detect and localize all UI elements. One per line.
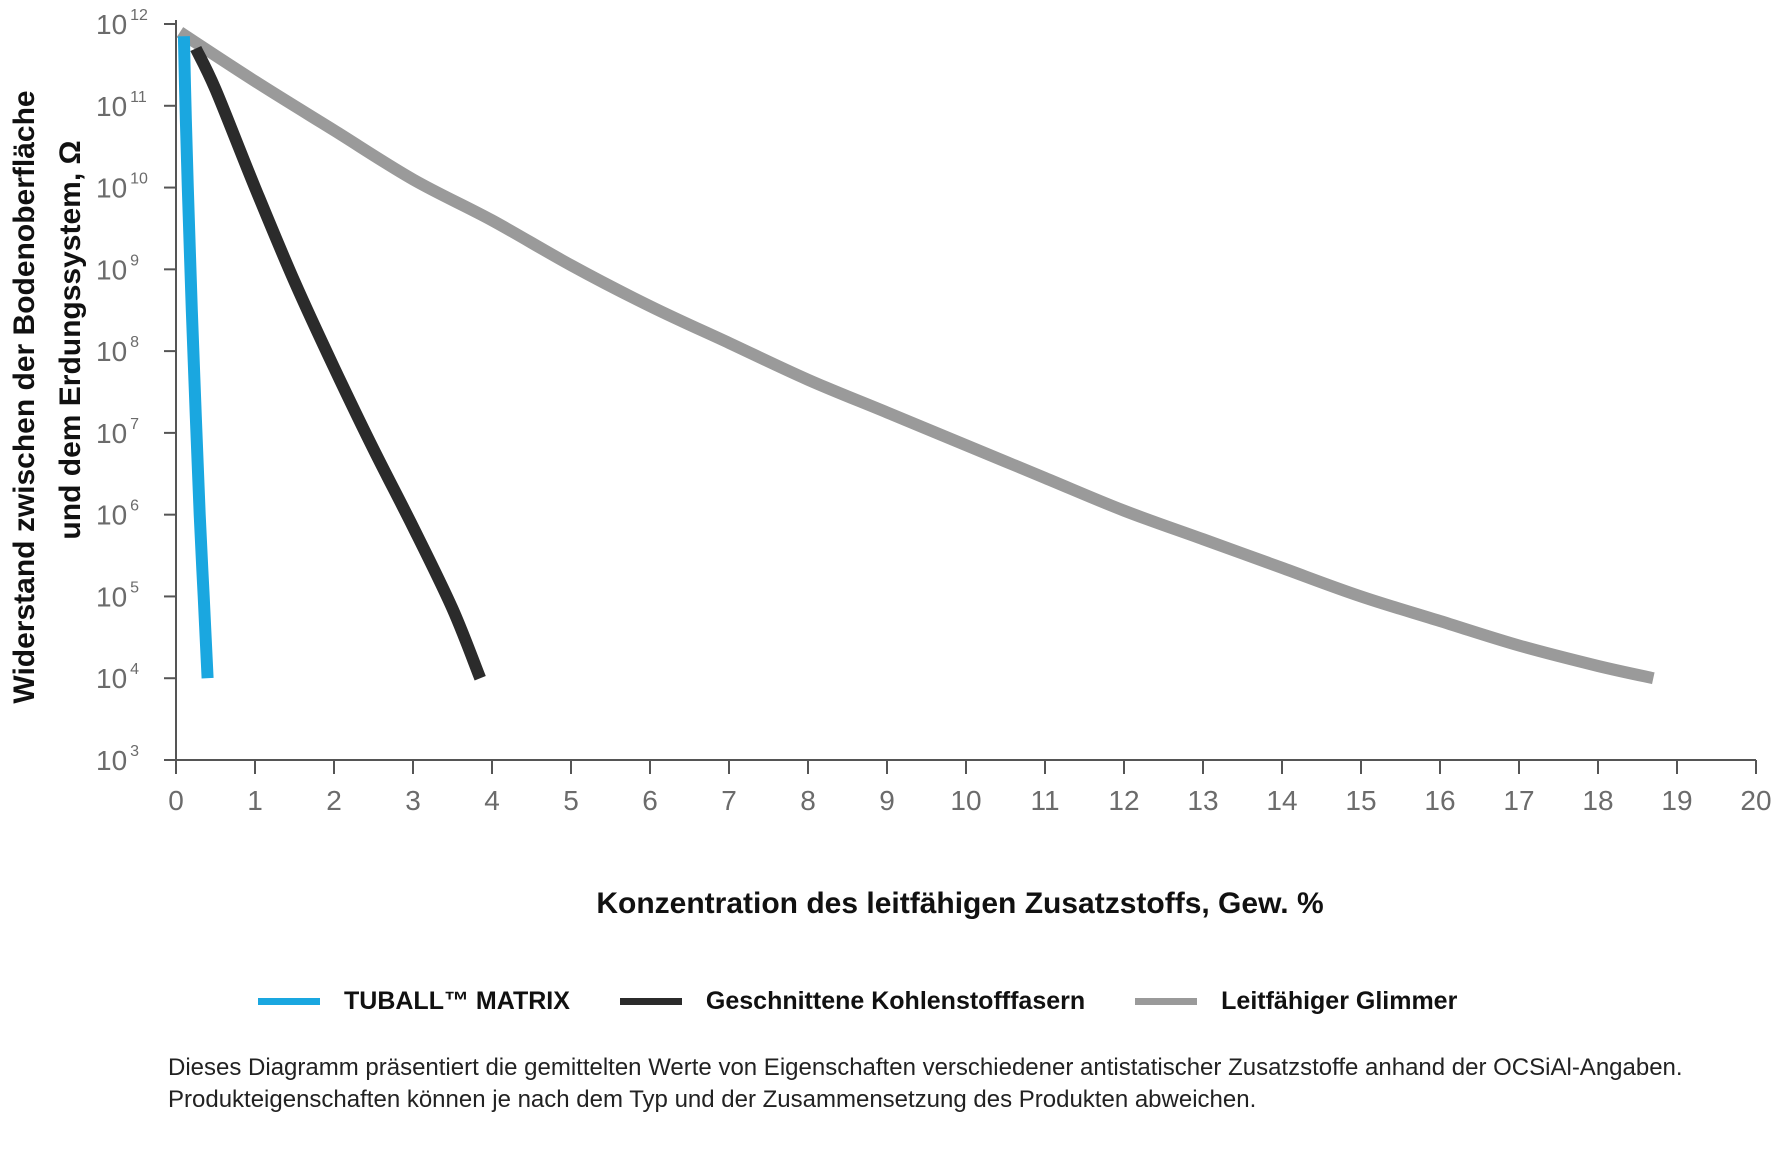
x-tick-label: 14 — [1266, 785, 1298, 816]
legend-label-carbon-fibers: Geschnittene Kohlenstofffasern — [705, 986, 1086, 1015]
y-axis-title-line-1: Widerstand zwischen der Bodenoberfläche — [8, 90, 41, 704]
x-tick-labels — [168, 785, 1771, 816]
x-tick-label: 18 — [1582, 785, 1614, 816]
x-tick-label: 11 — [1030, 785, 1060, 816]
y-tick-label: 10 $^8$ — [96, 334, 140, 368]
legend-swatch-mica — [1135, 998, 1197, 1005]
x-tick-label: 10 — [950, 785, 982, 816]
series-line-mica — [180, 32, 1653, 678]
y-tick-label: 10 $^7$ — [96, 415, 140, 449]
y-tick-label: 10 $^9$ — [96, 252, 140, 286]
y-tick-labels — [96, 7, 148, 776]
x-tick-label: 2 — [326, 785, 342, 816]
y-axis-title — [8, 90, 87, 703]
x-tick-label: 6 — [642, 785, 658, 816]
series-lines — [180, 32, 1653, 678]
y-tick-label: 10 $^4$ — [96, 661, 140, 695]
legend-label-tuball: TUBALL™ MATRIX — [344, 986, 570, 1015]
y-tick-label: 10 $^{11}$ — [96, 88, 147, 122]
x-tick-label: 15 — [1345, 785, 1377, 816]
x-tick-label: 7 — [721, 785, 737, 816]
legend-swatch-carbon-fibers — [620, 998, 682, 1005]
y-tick-label: 10 $^6$ — [96, 497, 140, 531]
y-axis-title-line-2: und dem Erdungssystem, Ω — [54, 140, 87, 540]
x-tick-label: 5 — [563, 785, 579, 816]
legend-item-carbon-fibers — [620, 987, 1085, 1016]
x-tick-label: 19 — [1661, 785, 1693, 816]
x-tick-label: 8 — [800, 785, 816, 816]
legend-label-mica: Leitfähiger Glimmer — [1221, 986, 1458, 1015]
x-axis-title: Konzentration des leitfähigen Zusatzstoffs, Gew. % — [596, 887, 1324, 920]
x-tick-label: 3 — [405, 785, 421, 816]
series-line-tuball — [184, 36, 208, 678]
y-tick-label: 10 $^{12}$ — [96, 7, 148, 40]
axes — [164, 20, 1756, 774]
footnote — [168, 1052, 1728, 1116]
footnote-line-1: Dieses Diagramm präsentiert die gemittelten Werte von Eigenschaften verschiedener antistatischer Zusatzstoffe anhand der OCSiAl-Angaben. — [168, 1054, 1683, 1081]
legend-item-mica — [1135, 987, 1457, 1016]
y-tick-label: 10 $^{10}$ — [96, 170, 148, 204]
x-tick-label: 17 — [1503, 785, 1535, 816]
footnote-line-2: Produkteigenschaften können je nach dem Typ und der Zusammensetzung des Produkten abweichen. — [168, 1086, 1257, 1113]
legend-item-tuball — [258, 987, 570, 1016]
legend-swatch-tuball — [258, 998, 320, 1005]
x-tick-label: 9 — [879, 785, 895, 816]
x-tick-label: 12 — [1108, 785, 1140, 816]
x-tick-label: 20 — [1740, 785, 1772, 816]
x-tick-label: 4 — [484, 785, 500, 816]
y-tick-label: 10 $^3$ — [96, 743, 140, 776]
legend — [258, 983, 1507, 1019]
x-tick-label: 13 — [1187, 785, 1219, 816]
series-line-carbon-fibers — [196, 49, 480, 679]
x-tick-label: 16 — [1424, 785, 1456, 816]
x-tick-label: 0 — [168, 785, 184, 816]
x-tick-label: 1 — [247, 785, 263, 816]
y-tick-label: 10 $^5$ — [96, 579, 140, 613]
